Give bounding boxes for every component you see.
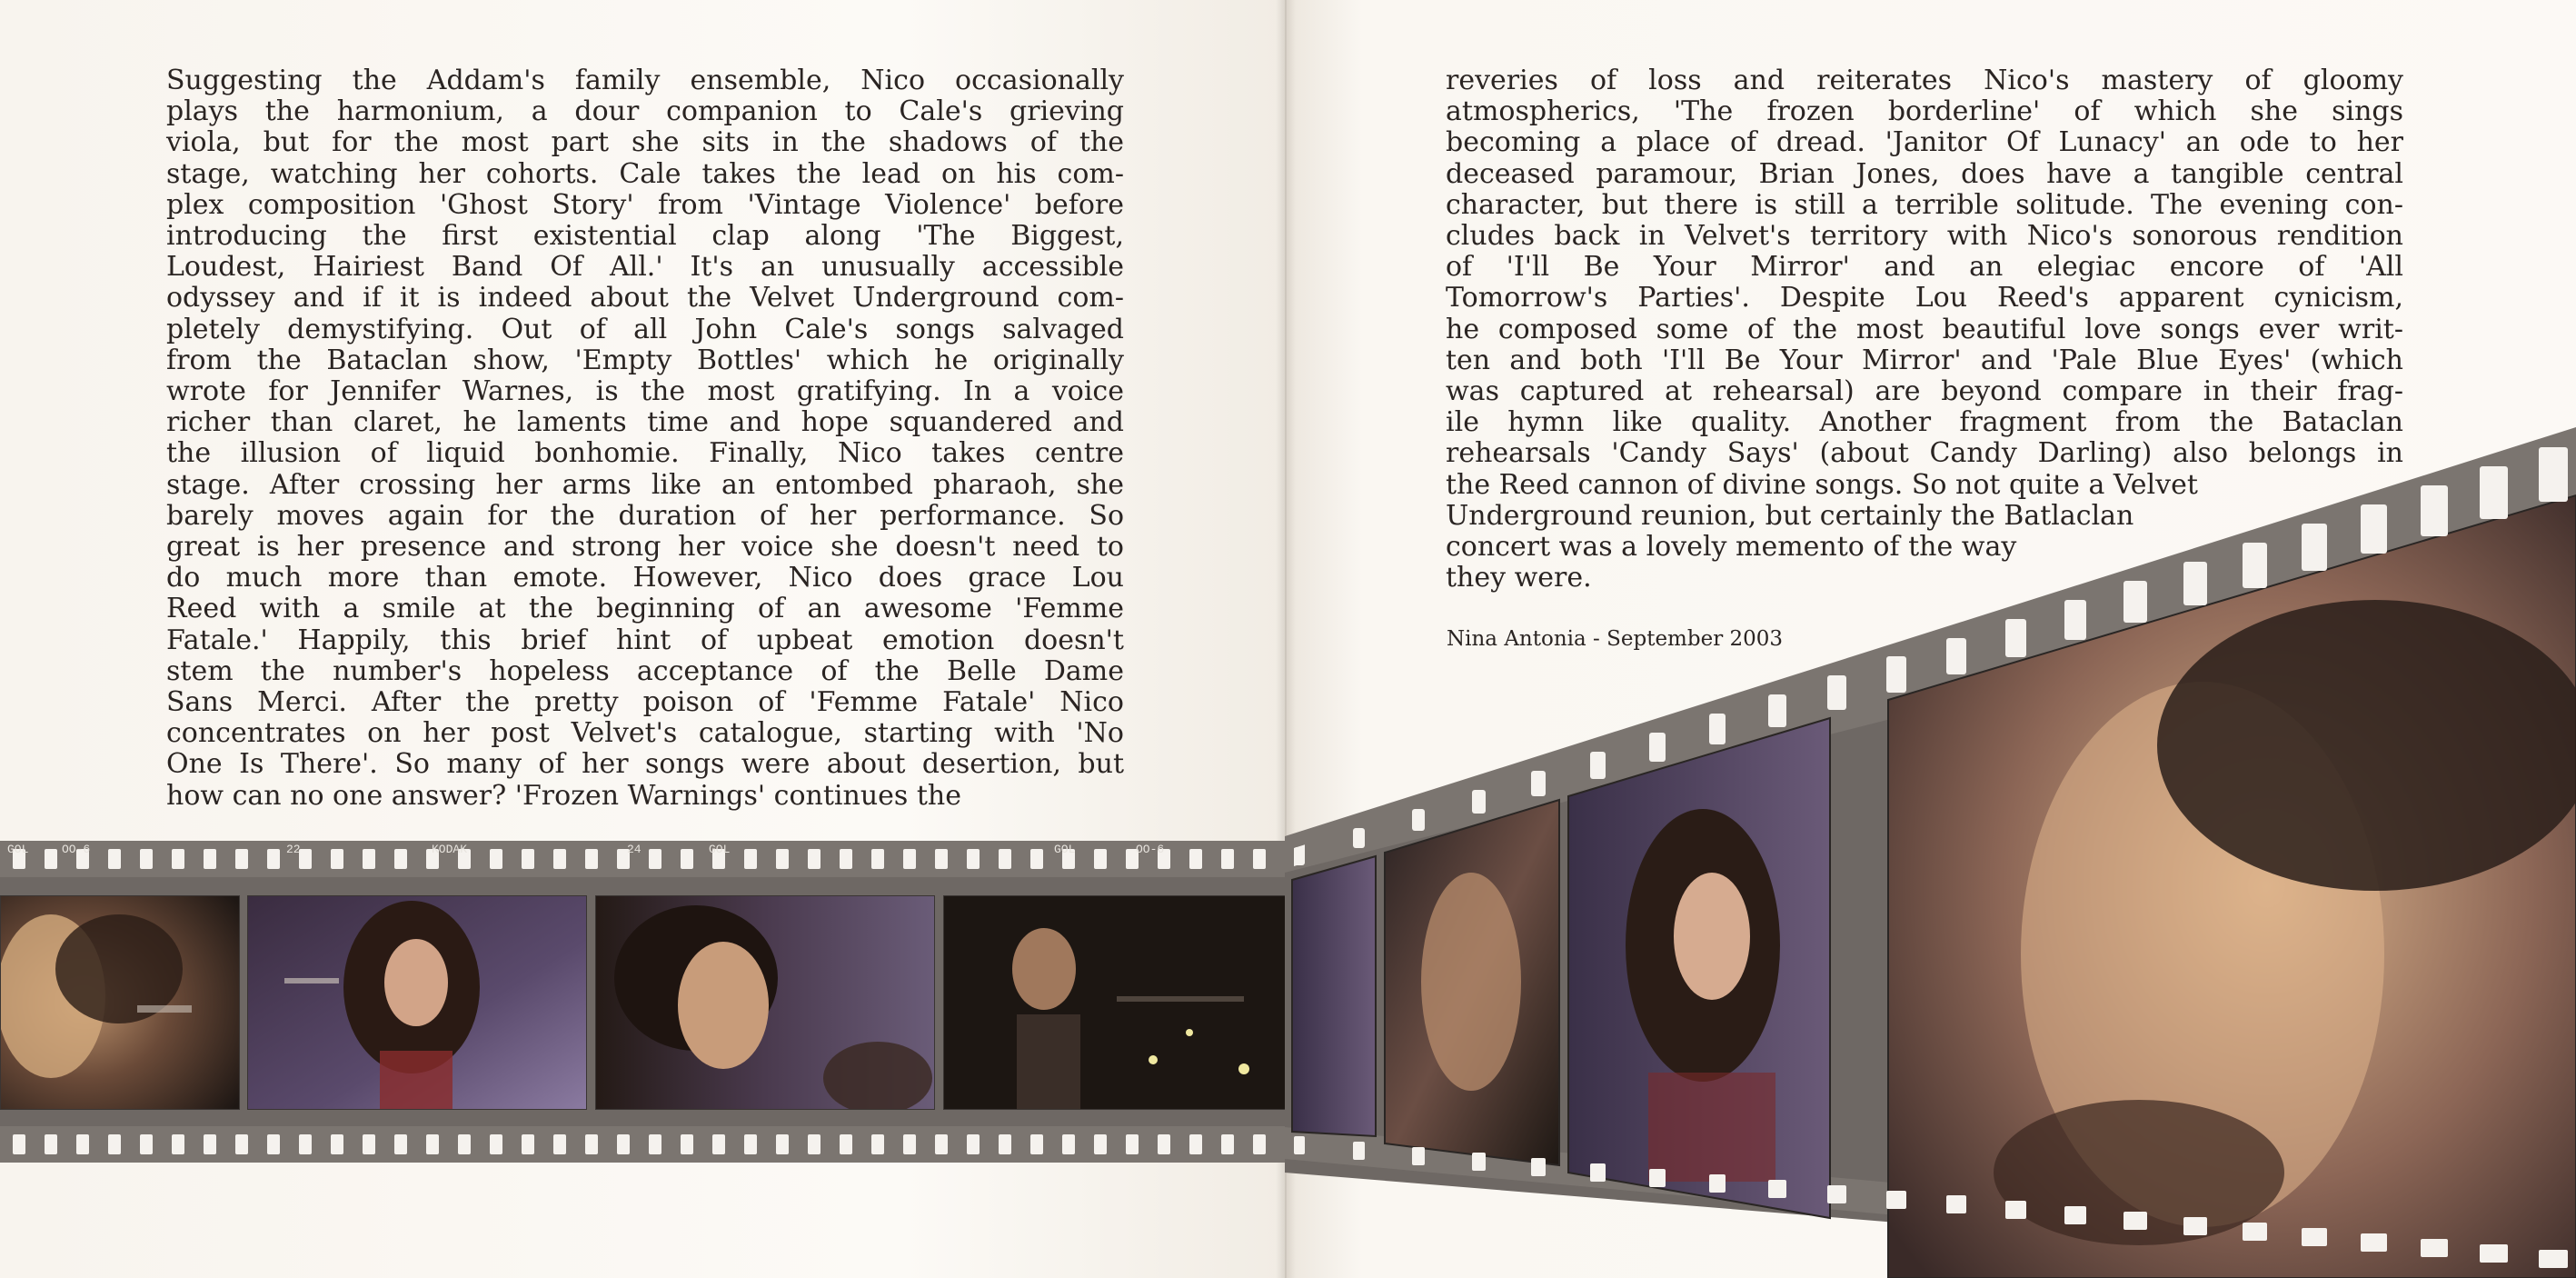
performer-photo	[248, 896, 586, 1109]
perforation	[2064, 1206, 2086, 1224]
text-line: character, but there is still a terrible solitude. The evening con-	[1446, 188, 2403, 221]
perforation	[967, 849, 980, 869]
perforation	[1353, 1142, 1365, 1160]
perforation	[45, 849, 57, 869]
perforation	[553, 849, 566, 869]
perforation	[1189, 1134, 1202, 1154]
perforation	[999, 1134, 1011, 1154]
perforation	[45, 1134, 57, 1154]
film-edge-code: OO-6	[1136, 843, 1165, 856]
film-strip-bottom-band	[0, 1126, 1285, 1163]
author-credit: Nina Antonia - September 2003	[1447, 627, 1784, 651]
perforation	[331, 1134, 343, 1154]
perforation	[1709, 714, 1726, 744]
text-line: Suggesting the Addam's family ensemble, Nico occasionally	[166, 65, 1124, 96]
text-line: concert was a lovely memento of the way	[1446, 531, 2017, 564]
perforation	[2421, 485, 2448, 536]
text-line: rehearsals 'Candy Says' (about Candy Darling) also belongs in	[1446, 437, 2403, 470]
perforation	[1158, 1134, 1170, 1154]
perforation	[2123, 1212, 2146, 1230]
perforation	[1827, 1185, 1846, 1203]
text-line: odyssey and if it is indeed about the Velvet Underground com-	[166, 282, 1124, 315]
perforation	[204, 849, 216, 869]
text-line: he composed some of the most beautiful love songs ever writ-	[1446, 313, 2403, 345]
perforation	[776, 849, 789, 869]
perforation	[1531, 771, 1546, 796]
film-edge-code: 24	[627, 843, 642, 856]
text-line: plex composition 'Ghost Story' from 'Vintage Violence' before	[166, 188, 1124, 221]
perforation	[267, 1134, 280, 1154]
perforation	[1946, 638, 1966, 675]
film-frame-photo	[247, 895, 587, 1110]
film-frame-photo	[595, 895, 935, 1110]
perforation	[617, 1134, 630, 1154]
perspective-film-strip-graphic	[1285, 0, 2576, 1278]
text-line: stem the number's hopeless acceptance of the Belle Dame	[166, 654, 1124, 687]
perforation	[1531, 1158, 1546, 1176]
perforation	[363, 849, 375, 869]
text-line: Loudest, Hairiest Band Of All.' It's an unusually accessible	[166, 251, 1124, 284]
perforation	[585, 849, 598, 869]
perforation	[1886, 1191, 1906, 1209]
perforation	[394, 849, 407, 869]
text-line: of 'I'll Be Your Mirror' and an elegiac encore of 'All	[1446, 251, 2403, 284]
performer-photo	[596, 896, 934, 1109]
perforation	[426, 1134, 439, 1154]
perforation	[776, 1134, 789, 1154]
text-line: reveries of loss and reiterates Nico's mastery of gloomy	[1446, 65, 2403, 96]
perforation	[2302, 524, 2327, 571]
perforation	[2539, 1250, 2568, 1268]
perforation	[1062, 1134, 1075, 1154]
perforation	[331, 849, 343, 869]
perforation	[2243, 543, 2267, 588]
perforation	[1590, 752, 1606, 779]
text-line: becoming a place of dread. 'Janitor Of Lunacy' an ode to her	[1446, 126, 2403, 159]
perforation	[808, 1134, 821, 1154]
text-line: richer than claret, he laments time and hope squandered and	[166, 406, 1124, 439]
film-edge-code: 22	[286, 843, 301, 856]
perforation	[2005, 619, 2026, 658]
film-strip-left	[0, 841, 1285, 1163]
perforation	[2480, 1244, 2508, 1263]
perforation	[2361, 504, 2387, 554]
text-line: One Is There'. So many of her songs were about desertion, but	[166, 748, 1124, 781]
perforation	[1253, 1134, 1266, 1154]
perforation	[1472, 790, 1486, 814]
perforation	[935, 1134, 948, 1154]
perforation	[76, 1134, 89, 1154]
perforation	[2243, 1223, 2267, 1241]
perforation	[267, 849, 280, 869]
perforation	[204, 1134, 216, 1154]
perforation	[1649, 733, 1666, 761]
perforation	[903, 849, 916, 869]
text-line: the Reed cannon of divine songs. So not quite a Velvet	[1446, 468, 2198, 501]
perforation	[1827, 675, 1846, 709]
perforation	[1412, 1147, 1425, 1165]
film-edge-code: OO-6	[62, 843, 91, 856]
text-line: do much more than emote. However, Nico does grace Lou	[166, 562, 1124, 594]
text-line: Underground reunion, but certainly the Batlaclan	[1446, 499, 2134, 532]
film-edge-code: KODAK	[432, 843, 468, 856]
perforation	[140, 849, 153, 869]
perforation	[1768, 1180, 1786, 1198]
text-line: Tomorrow's Parties'. Despite Lou Reed's apparent cynicism,	[1446, 282, 2403, 315]
perforation	[458, 1134, 471, 1154]
text-line: ten and both 'I'll Be Your Mirror' and 'Pale Blue Eyes' (which	[1446, 344, 2403, 376]
perforation	[235, 1134, 248, 1154]
perforation	[522, 849, 534, 869]
perforation	[744, 849, 757, 869]
perforation	[712, 1134, 725, 1154]
perforation	[1946, 1195, 1966, 1213]
perforation	[2183, 562, 2207, 606]
perforation	[585, 1134, 598, 1154]
perforation	[1768, 694, 1786, 726]
film-edge-code: GOL	[709, 843, 731, 856]
perforation	[1030, 1134, 1043, 1154]
film-strip-top-band	[0, 841, 1285, 877]
perforation	[2480, 466, 2508, 519]
film-frame-photo	[0, 895, 240, 1110]
text-line: cludes back in Velvet's territory with Nico's sonorous rendition	[1446, 220, 2403, 253]
perforation	[744, 1134, 757, 1154]
text-line: introducing the first existential clap along 'The Biggest,	[166, 220, 1124, 253]
text-line: stage, watching her cohorts. Cale takes the lead on his com-	[166, 157, 1124, 190]
perforation	[840, 849, 852, 869]
perforation	[172, 1134, 184, 1154]
perforation	[13, 1134, 25, 1154]
text-line: barely moves again for the duration of her performance. So	[166, 499, 1124, 532]
perforation	[108, 849, 121, 869]
perforation	[394, 1134, 407, 1154]
perforation	[2183, 1217, 2207, 1235]
perforation	[1353, 828, 1365, 848]
perforation	[1412, 809, 1425, 831]
performer-photo	[1, 896, 239, 1109]
perforation	[1294, 1136, 1305, 1154]
text-line: ile hymn like quality. Another fragment from the Bataclan	[1446, 406, 2403, 439]
perforation	[553, 1134, 566, 1154]
left-article-text	[166, 65, 1124, 812]
perforation	[967, 1134, 980, 1154]
text-line: Fatale.' Happily, this brief hint of upbeat emotion doesn't	[166, 624, 1124, 656]
perforation	[871, 1134, 884, 1154]
perforation	[363, 1134, 375, 1154]
text-line: from the Bataclan show, 'Empty Bottles' which he originally	[166, 344, 1124, 376]
text-line: deceased paramour, Brian Jones, does have a tangible central	[1446, 157, 2403, 190]
perforation	[490, 849, 502, 869]
film-edge-code: GOL	[7, 843, 29, 856]
perforation	[1221, 849, 1234, 869]
perforation	[649, 849, 661, 869]
perforation	[2539, 447, 2568, 502]
perforation	[840, 1134, 852, 1154]
perforation	[649, 1134, 661, 1154]
film-edge-code: GOL	[1054, 843, 1076, 856]
perforation	[1030, 849, 1043, 869]
perforation	[903, 1134, 916, 1154]
text-line: viola, but for the most part she sits in the shadows of the	[166, 126, 1124, 159]
text-line: great is her presence and strong her voice she doesn't need to	[166, 531, 1124, 564]
perforation	[999, 849, 1011, 869]
text-line: plays the harmonium, a dour companion to Cale's grieving	[166, 95, 1124, 128]
perforation	[172, 849, 184, 869]
perforation	[1189, 849, 1202, 869]
text-line: Sans Merci. After the pretty poison of 'Femme Fatale' Nico	[166, 686, 1124, 719]
perforation	[1126, 1134, 1139, 1154]
perforation	[299, 1134, 312, 1154]
film-strip-right-perspective	[1285, 0, 2576, 1278]
perforation	[108, 1134, 121, 1154]
perforation	[1590, 1163, 1606, 1182]
text-line: was captured at rehearsal) are beyond compare in their frag-	[1446, 375, 2403, 408]
perforation	[808, 849, 821, 869]
perforation	[1472, 1153, 1486, 1171]
perforation	[681, 1134, 693, 1154]
perforation	[2361, 1233, 2387, 1252]
text-line: Reed with a smile at the beginning of an awesome 'Femme	[166, 593, 1124, 625]
perforation	[1094, 1134, 1107, 1154]
perforation	[2123, 581, 2146, 624]
perforation	[2005, 1201, 2026, 1219]
text-line: how can no one answer? 'Frozen Warnings' continues the	[166, 779, 961, 812]
perforation	[490, 1134, 502, 1154]
performer-photo	[944, 896, 1286, 1109]
text-line: wrote for Jennifer Warnes, is the most gratifying. In a voice	[166, 375, 1124, 408]
perforation	[1886, 656, 1906, 692]
text-line: the illusion of liquid bonhomie. Finally, Nico takes centre	[166, 437, 1124, 470]
perforation	[140, 1134, 153, 1154]
text-line: stage. After crossing her arms like an entombed pharaoh, she	[166, 468, 1124, 501]
text-line: concentrates on her post Velvet's catalogue, starting with 'No	[166, 717, 1124, 750]
text-line: atmospherics, 'The frozen borderline' of which she sings	[1446, 95, 2403, 128]
film-frame-photo	[943, 895, 1287, 1110]
perforation	[1294, 847, 1305, 865]
perforation	[1709, 1174, 1726, 1193]
perforation	[1094, 849, 1107, 869]
perforation	[522, 1134, 534, 1154]
perforation	[681, 849, 693, 869]
perforation	[2064, 600, 2086, 641]
perforation	[299, 849, 312, 869]
perforation	[2302, 1228, 2327, 1246]
text-line: they were.	[1446, 562, 1592, 594]
perforation	[935, 849, 948, 869]
perforation	[1221, 1134, 1234, 1154]
text-line: pletely demystifying. Out of all John Cale's songs salvaged	[166, 313, 1124, 345]
perforation	[1253, 849, 1266, 869]
perforation	[1649, 1169, 1666, 1187]
perforation	[235, 849, 248, 869]
perforation	[2421, 1239, 2448, 1257]
perforation	[871, 849, 884, 869]
